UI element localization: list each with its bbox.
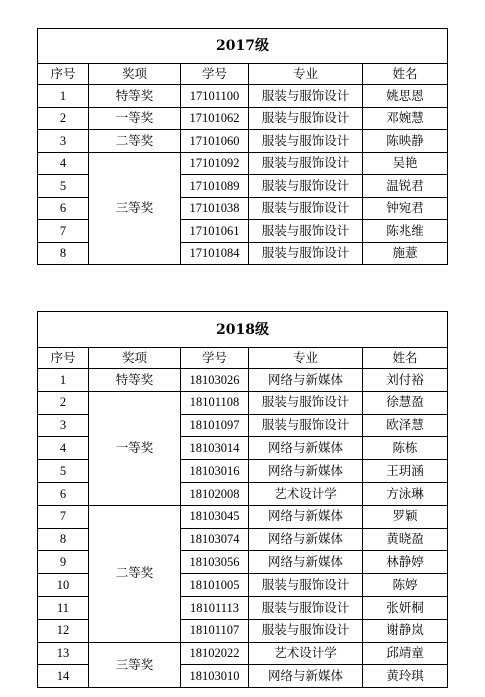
- student-name: 王玥涵: [363, 460, 448, 483]
- column-header: 姓名: [363, 348, 448, 369]
- award-cell: 特等奖: [89, 369, 181, 392]
- row-number: 5: [38, 175, 89, 198]
- table-row: [38, 369, 448, 392]
- major-cell: 服装与服饰设计: [249, 220, 363, 243]
- major-cell: 服装与服饰设计: [249, 414, 363, 437]
- table-title: 2017级: [38, 29, 448, 64]
- award-cell: 一等奖: [89, 391, 181, 505]
- student-id: 18101108: [181, 391, 249, 414]
- student-name: 张妍桐: [363, 596, 448, 619]
- column-header: 专业: [249, 64, 363, 85]
- student-id: 17101100: [181, 85, 249, 108]
- student-name: 罗颖: [363, 505, 448, 528]
- row-number: 7: [38, 505, 89, 528]
- student-name: 林静婷: [363, 551, 448, 574]
- award-table-body: [38, 29, 448, 265]
- row-number: 14: [38, 665, 89, 688]
- row-number: 13: [38, 642, 89, 665]
- student-name: 黄玲琪: [363, 665, 448, 688]
- major-cell: 网络与新媒体: [249, 437, 363, 460]
- table-row: [38, 130, 448, 153]
- student-name: 吴艳: [363, 152, 448, 175]
- row-number: 8: [38, 242, 89, 265]
- major-cell: 服装与服饰设计: [249, 152, 363, 175]
- award-table-body: [38, 312, 448, 688]
- table-header-row: [38, 64, 448, 85]
- student-id: 18103045: [181, 505, 249, 528]
- award-cell: 二等奖: [89, 505, 181, 642]
- row-number: 5: [38, 460, 89, 483]
- row-number: 11: [38, 596, 89, 619]
- award-table-2017: [37, 28, 448, 265]
- row-number: 2: [38, 391, 89, 414]
- student-name: 方泳琳: [363, 482, 448, 505]
- student-name: 施薏: [363, 242, 448, 265]
- row-number: 10: [38, 574, 89, 597]
- column-header: 学号: [181, 348, 249, 369]
- table-row: [38, 152, 448, 175]
- student-id: 18101107: [181, 619, 249, 642]
- major-cell: 艺术设计学: [249, 482, 363, 505]
- major-cell: 网络与新媒体: [249, 505, 363, 528]
- student-name: 谢静岚: [363, 619, 448, 642]
- award-table-2018: [37, 311, 448, 688]
- student-name: 温锐君: [363, 175, 448, 198]
- student-name: 邱靖童: [363, 642, 448, 665]
- column-header: 奖项: [89, 64, 181, 85]
- major-cell: 服装与服饰设计: [249, 391, 363, 414]
- major-cell: 服装与服饰设计: [249, 619, 363, 642]
- row-number: 1: [38, 85, 89, 108]
- major-cell: 服装与服饰设计: [249, 596, 363, 619]
- major-cell: 服装与服饰设计: [249, 197, 363, 220]
- student-id: 18101005: [181, 574, 249, 597]
- major-cell: 网络与新媒体: [249, 528, 363, 551]
- major-cell: 网络与新媒体: [249, 460, 363, 483]
- student-name: 陈婷: [363, 574, 448, 597]
- column-header: 序号: [38, 64, 89, 85]
- column-header: 专业: [249, 348, 363, 369]
- major-cell: 服装与服饰设计: [249, 242, 363, 265]
- student-id: 17101060: [181, 130, 249, 153]
- row-number: 3: [38, 130, 89, 153]
- student-id: 18101097: [181, 414, 249, 437]
- major-cell: 艺术设计学: [249, 642, 363, 665]
- table-row: [38, 107, 448, 130]
- student-name: 欧泽慧: [363, 414, 448, 437]
- table-header-row: [38, 348, 448, 369]
- student-id: 18103056: [181, 551, 249, 574]
- student-name: 刘付裕: [363, 369, 448, 392]
- table-row: [38, 505, 448, 528]
- student-id: 18103026: [181, 369, 249, 392]
- student-name: 徐慧盈: [363, 391, 448, 414]
- major-cell: 网络与新媒体: [249, 551, 363, 574]
- award-cell: 一等奖: [89, 107, 181, 130]
- student-name: 陈栋: [363, 437, 448, 460]
- table-title: 2018级: [38, 312, 448, 348]
- column-header: 序号: [38, 348, 89, 369]
- major-cell: 服装与服饰设计: [249, 85, 363, 108]
- table-title-row: [38, 312, 448, 348]
- major-cell: 网络与新媒体: [249, 665, 363, 688]
- table-row: [38, 391, 448, 414]
- column-header: 学号: [181, 64, 249, 85]
- table-row: [38, 642, 448, 665]
- row-number: 3: [38, 414, 89, 437]
- student-id: 17101092: [181, 152, 249, 175]
- table-title-row: [38, 29, 448, 64]
- student-id: 18103074: [181, 528, 249, 551]
- student-id: 18103010: [181, 665, 249, 688]
- major-cell: 网络与新媒体: [249, 369, 363, 392]
- major-cell: 服装与服饰设计: [249, 130, 363, 153]
- column-header: 奖项: [89, 348, 181, 369]
- row-number: 8: [38, 528, 89, 551]
- student-id: 18102008: [181, 482, 249, 505]
- student-id: 18103016: [181, 460, 249, 483]
- major-cell: 服装与服饰设计: [249, 175, 363, 198]
- student-id: 18101113: [181, 596, 249, 619]
- row-number: 1: [38, 369, 89, 392]
- row-number: 7: [38, 220, 89, 243]
- row-number: 2: [38, 107, 89, 130]
- student-name: 钟宛君: [363, 197, 448, 220]
- student-name: 陈映静: [363, 130, 448, 153]
- row-number: 4: [38, 152, 89, 175]
- row-number: 9: [38, 551, 89, 574]
- row-number: 6: [38, 197, 89, 220]
- award-cell: 二等奖: [89, 130, 181, 153]
- award-cell: 特等奖: [89, 85, 181, 108]
- major-cell: 服装与服饰设计: [249, 574, 363, 597]
- column-header: 姓名: [363, 64, 448, 85]
- student-id: 17101061: [181, 220, 249, 243]
- row-number: 4: [38, 437, 89, 460]
- student-id: 18103014: [181, 437, 249, 460]
- row-number: 6: [38, 482, 89, 505]
- student-id: 17101089: [181, 175, 249, 198]
- student-name: 姚思恩: [363, 85, 448, 108]
- student-name: 邓婉慧: [363, 107, 448, 130]
- student-id: 17101062: [181, 107, 249, 130]
- row-number: 12: [38, 619, 89, 642]
- award-cell: 三等奖: [89, 642, 181, 688]
- major-cell: 服装与服饰设计: [249, 107, 363, 130]
- student-id: 17101084: [181, 242, 249, 265]
- student-id: 18102022: [181, 642, 249, 665]
- student-id: 17101038: [181, 197, 249, 220]
- student-name: 陈兆维: [363, 220, 448, 243]
- table-row: [38, 85, 448, 108]
- award-cell: 三等奖: [89, 152, 181, 265]
- student-name: 黄晓盈: [363, 528, 448, 551]
